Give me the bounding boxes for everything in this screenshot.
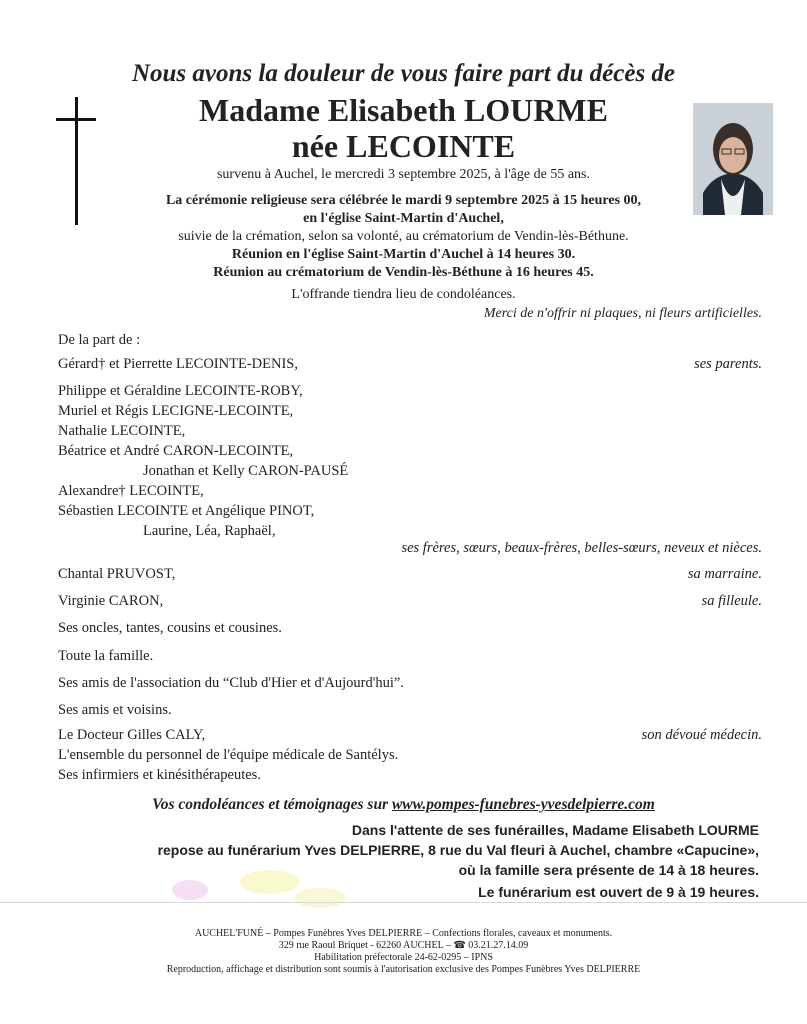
goddaughter-role: sa filleule. [701,593,762,609]
ceremony-line-4: Réunion en l'église Saint-Martin d'Auchel à 14 heures 30. [231,247,576,262]
funeral-home-line-1: Dans l'attente de ses funérailles, Madame Elisabeth LOURME [351,822,759,838]
godmother: Chantal PRUVOST, [58,566,176,582]
sibling-line: Nathalie LECOINTE, [58,423,186,439]
condolences-link[interactable]: www.pompes-funebres-yvesdelpierre.com [391,796,655,813]
maiden-name: née LECOINTE [291,128,516,164]
ceremony-line-3: suivie de la crémation, selon sa volonté, au crématorium de Vendin-lès-Béthune. [178,229,629,244]
sibling-line: Sébastien LECOINTE et Angélique PINOT, [58,503,315,519]
ceremony-line-6: L'offrande tiendra lieu de condoléances. [291,287,516,302]
goddaughter: Virginie CARON, [58,593,164,609]
sibling-line: Jonathan et Kelly CARON-PAUSÉ [143,463,349,479]
funeral-home-line-4: Le funérarium est ouvert de 9 à 19 heures. [478,884,759,900]
nurses-line: Ses infirmiers et kinésithérapeutes. [58,767,261,783]
footer-line-4: Reproduction, affichage et distribution sont soumis à l'autorisation exclusive des Pompes Funèbres Yves DELPIERRE [166,964,641,975]
godmother-role: sa marraine. [687,566,762,582]
ceremony-line-5: Réunion au crématorium de Vendin-lès-Béthune à 16 heures 45. [213,265,594,280]
ceremony-line-1: La cérémonie religieuse sera célébrée le mardi 9 septembre 2025 à 15 heures 00, [165,193,642,208]
association-line: Ses amis de l'association du “Club d'Hier et d'Aujourd'hui”. [58,675,404,691]
footer-line-3: Habilitation préfectorale 24-62-0295 – IPNS [314,952,493,963]
medical-team-line: L'ensemble du personnel de l'équipe médicale de Santélys. [58,747,399,763]
friends-line: Ses amis et voisins. [58,702,172,718]
flowers-note: Merci de n'offrir ni plaques, ni fleurs artificielles. [483,306,762,321]
sibling-line: Alexandre† LECOINTE, [58,483,204,499]
ceremony-line-2: en l'église Saint-Martin d'Auchel, [303,211,504,226]
deceased-name: Madame Elisabeth LOURME [199,92,608,128]
divider [0,902,807,903]
doctor-line: Le Docteur Gilles CALY, [58,727,206,743]
uncles-line: Ses oncles, tantes, cousins et cousines. [58,620,282,636]
family-parents: Gérard† et Pierrette LECOINTE-DENIS, [58,356,298,372]
sibling-line: Muriel et Régis LECIGNE-LECOINTE, [58,403,294,419]
funeral-home-line-2: repose au funérarium Yves DELPIERRE, 8 rue du Val fleuri à Auchel, chambre «Capucine», [157,842,759,858]
doctor-role: son dévoué médecin. [641,727,762,743]
sibling-line: Philippe et Géraldine LECOINTE-ROBY, [58,383,303,399]
sibling-line: Béatrice et André CARON-LECOINTE, [58,443,294,459]
whole-family-line: Toute la famille. [58,648,154,664]
footer-line-1: AUCHEL'FUNÉ – Pompes Funèbres Yves DELPIERRE – Confections florales, caveaux et monuments. [194,928,613,939]
sibling-line: Laurine, Léa, Raphaël, [143,523,276,539]
family-intro: De la part de : [58,332,141,348]
footer-line-2: 329 rue Raoul Briquet - 62260 AUCHEL – ☎ 03.21.27.14.09 [278,940,529,951]
intro-heading: Nous avons la douleur de vous faire part du décès de [131,60,676,87]
siblings-role: ses frères, sœurs, beaux-frères, belles-sœurs, neveux et nièces. [401,540,762,556]
family-parents-role: ses parents. [694,356,762,372]
death-info: survenu à Auchel, le mercredi 3 septembre 2025, à l'âge de 55 ans. [216,167,590,182]
condolences-text: Vos condoléances et témoignages sur [152,796,389,813]
condolences-line [0,796,807,814]
funeral-home-line-3: où la famille sera présente de 14 à 18 heures. [458,862,759,878]
floral-decoration [150,860,380,925]
